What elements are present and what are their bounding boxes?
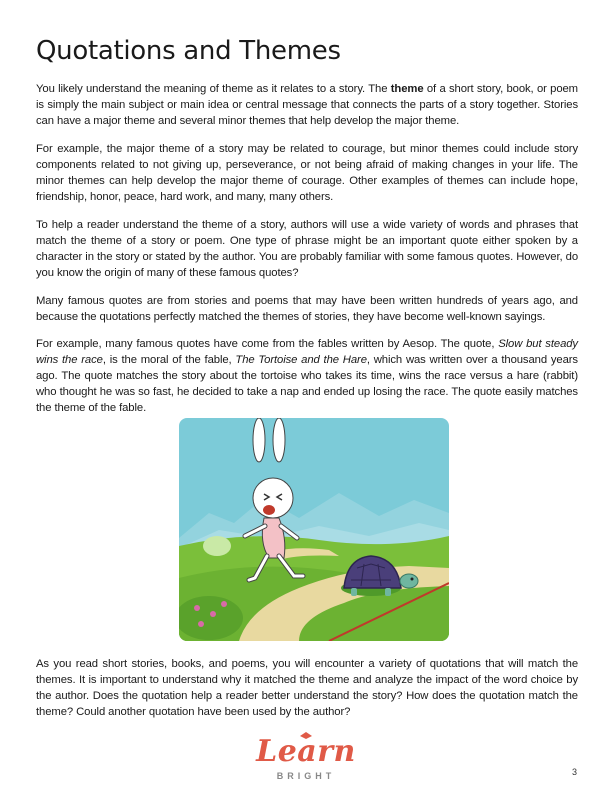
page-title: Quotations and Themes: [36, 36, 341, 66]
paragraph-authors-phrases: To help a reader understand the theme of a story, authors will use a wide variety of words and phrases that match the theme of a story or poem. One type of phrase might be an important quote either spoken by a character in the story or stated by the author. You are probably familiar with some famous quotes. However, do you know the origin of many of these famous quotes?: [36, 219, 578, 279]
paragraph-aesop-example: [36, 336, 578, 416]
learn-bright-logo: [246, 730, 366, 786]
bold-term-theme: theme: [390, 83, 424, 95]
dust-cloud: [203, 536, 231, 556]
flower: [194, 605, 200, 611]
italic-fable-title: The Tortoise and the Hare: [235, 354, 367, 366]
text-run: , which was written over a thousand years ago. The quote matches the story about the tortoise who takes its time, wins the race versus a hare (rabbit) who thought he was so fast, he decided to take a nap and ended up losing the race. The quote easily matches the theme of the fable.: [36, 354, 578, 414]
paragraph-analyze-quotations: As you read short stories, books, and poems, you will encounter a variety of quotations that will match the themes. It is important to understand why it matched the theme and analyze the impact of the word choice by the author. Does the quotation help a reader better understand the story? How does the quotation match the theme? Could another quotation have been used by the author?: [36, 658, 578, 718]
tortoise-and-hare-illustration: [179, 418, 449, 641]
flower: [221, 601, 227, 607]
text-run: For example, many famous quotes have come from the fables written by Aesop. The quote,: [36, 338, 499, 350]
paragraph-theme-definition: [36, 81, 578, 129]
paragraph-minor-themes: For example, the major theme of a story may be related to courage, but minor themes could include story components related to not giving up, perseverance, or not being afraid of making changes in your life. The minor themes can help develop the major theme of courage. Other examples of themes can include hope, friendship, honor, peace, hard work, and many, many others.: [36, 143, 578, 203]
text-run: of a short story, book, or poem is simply the main subject or main idea or central message that connects the parts of a story together. Stories can have a major theme and several minor themes that help develop the major theme.: [36, 83, 578, 127]
logo-wordmark: Learn: [256, 734, 356, 769]
text-run: You likely understand the meaning of theme as it relates to a story. The: [36, 83, 391, 95]
page-number: 3: [572, 767, 578, 777]
flower: [198, 621, 204, 627]
logo-subtitle: BRIGHT: [276, 771, 336, 781]
flower: [210, 611, 216, 617]
italic-quote: Slow but steady wins the race: [36, 338, 578, 366]
illustration-svg: [179, 418, 449, 641]
text-run: , is the moral of the fable,: [102, 354, 236, 366]
paragraph-famous-quotes: Many famous quotes are from stories and poems that may have been written hundreds of years ago, and because the quotations perfectly matched the themes of stories, they have become well-known sayings.: [36, 295, 578, 323]
